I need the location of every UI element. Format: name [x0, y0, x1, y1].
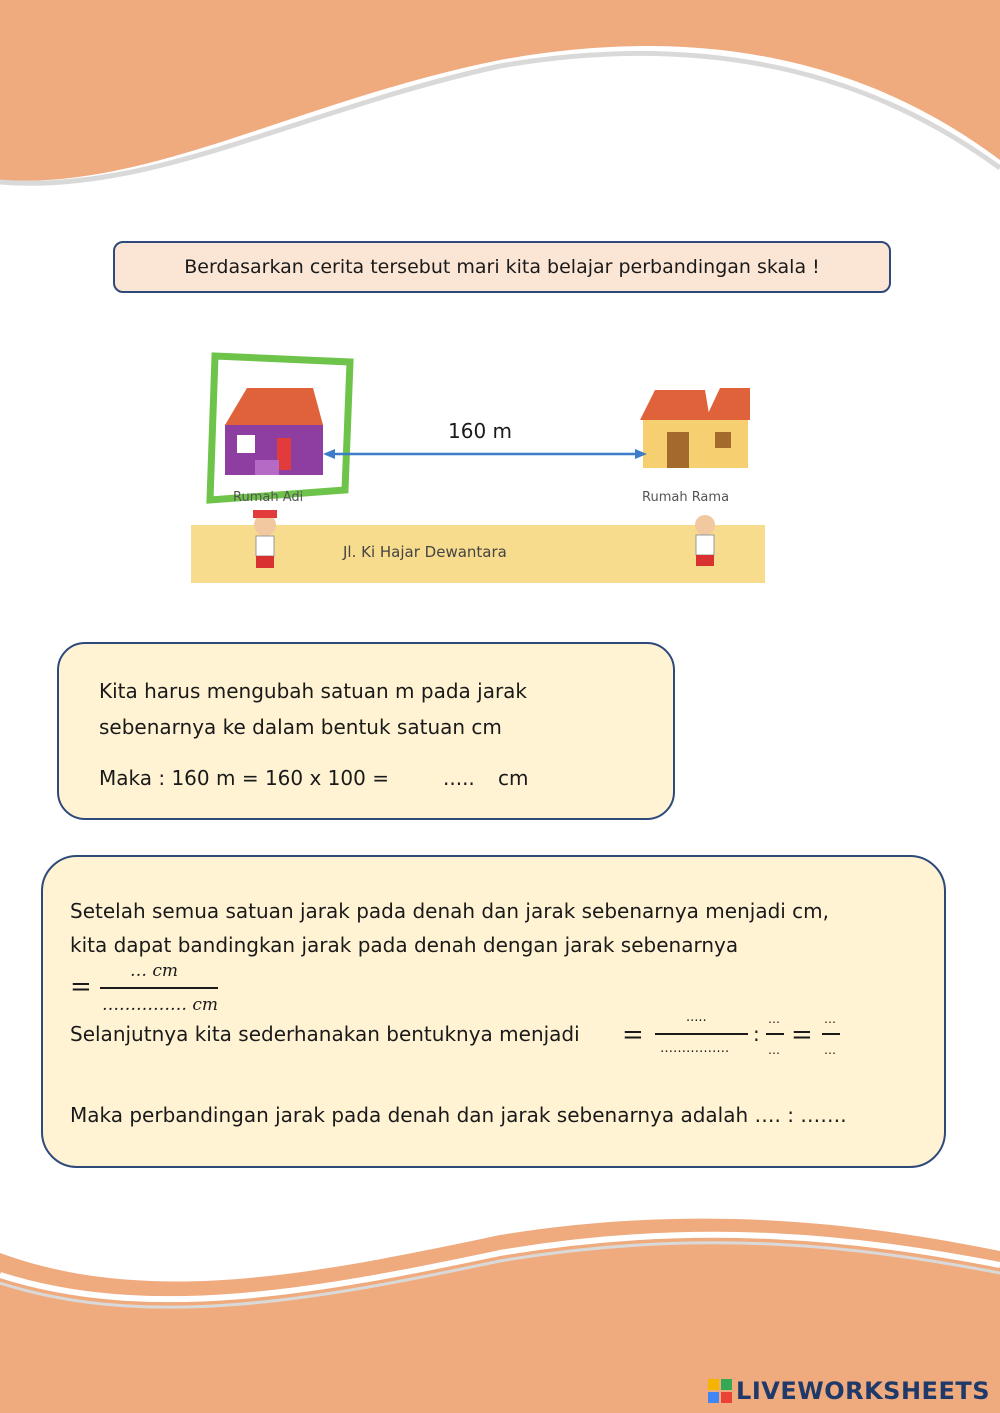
- house-left: [225, 388, 323, 475]
- fraction3-bar: [766, 1033, 784, 1035]
- child-left: [253, 510, 277, 568]
- box1-line2: sebenarnya ke dalam bentuk satuan cm: [99, 715, 502, 739]
- fraction4-numerator[interactable]: …: [824, 1012, 836, 1026]
- box1-line1: Kita harus mengubah satuan m pada jarak: [99, 679, 528, 703]
- house-right: [640, 388, 750, 468]
- equals-sign-3: =: [791, 1020, 813, 1050]
- box2-line4: Maka perbandingan jarak pada denah dan jarak sebenarnya adalah …. : …….: [70, 1103, 847, 1127]
- top-wave-decoration: [0, 0, 1000, 200]
- box2-line3: Selanjutnya kita sederhanakan bentuknya menjadi: [70, 1022, 580, 1046]
- box1-line3-prefix: Maka : 160 m = 160 x 100 =: [99, 766, 389, 790]
- distance-label: 160 m: [448, 419, 513, 443]
- fraction4-denominator[interactable]: …: [824, 1043, 836, 1057]
- fraction1-denominator[interactable]: …………… cm: [102, 995, 219, 1015]
- title-banner: [113, 241, 891, 293]
- logo-text: LIVEWORKSHEETS: [736, 1377, 990, 1405]
- fraction3-numerator[interactable]: …: [768, 1012, 780, 1026]
- equals-sign-2: =: [622, 1020, 644, 1050]
- colon-sign: :: [753, 1022, 760, 1046]
- liveworksheets-badge-icon: [708, 1379, 732, 1403]
- fraction2-numerator[interactable]: .....: [686, 1010, 707, 1025]
- fraction3-denominator[interactable]: …: [768, 1043, 780, 1057]
- liveworksheets-logo: [708, 1377, 990, 1405]
- fraction2-bar: [655, 1033, 748, 1035]
- fraction2-denominator[interactable]: …………….: [660, 1041, 730, 1056]
- house-left-label: Rumah Adi: [233, 490, 304, 505]
- box1-answer-blank[interactable]: .....: [443, 766, 475, 790]
- title-banner-text: Berdasarkan cerita tersebut mari kita belajar perbandingan skala !: [184, 256, 820, 278]
- house-right-label: Rumah Rama: [642, 490, 730, 505]
- box2-line1: Setelah semua satuan jarak pada denah dan jarak sebenarnya menjadi cm,: [70, 899, 830, 923]
- box2-line2: kita dapat bandingkan jarak pada denah dengan jarak sebenarnya: [70, 933, 739, 957]
- box1-unit: cm: [498, 766, 529, 790]
- equals-sign-1: =: [70, 972, 92, 1002]
- fraction4-bar: [822, 1033, 840, 1035]
- fraction1-bar: [100, 987, 218, 989]
- fraction1-numerator[interactable]: … cm: [130, 961, 179, 981]
- street-label: Jl. Ki Hajar Dewantara: [343, 543, 507, 561]
- child-right: [695, 515, 715, 566]
